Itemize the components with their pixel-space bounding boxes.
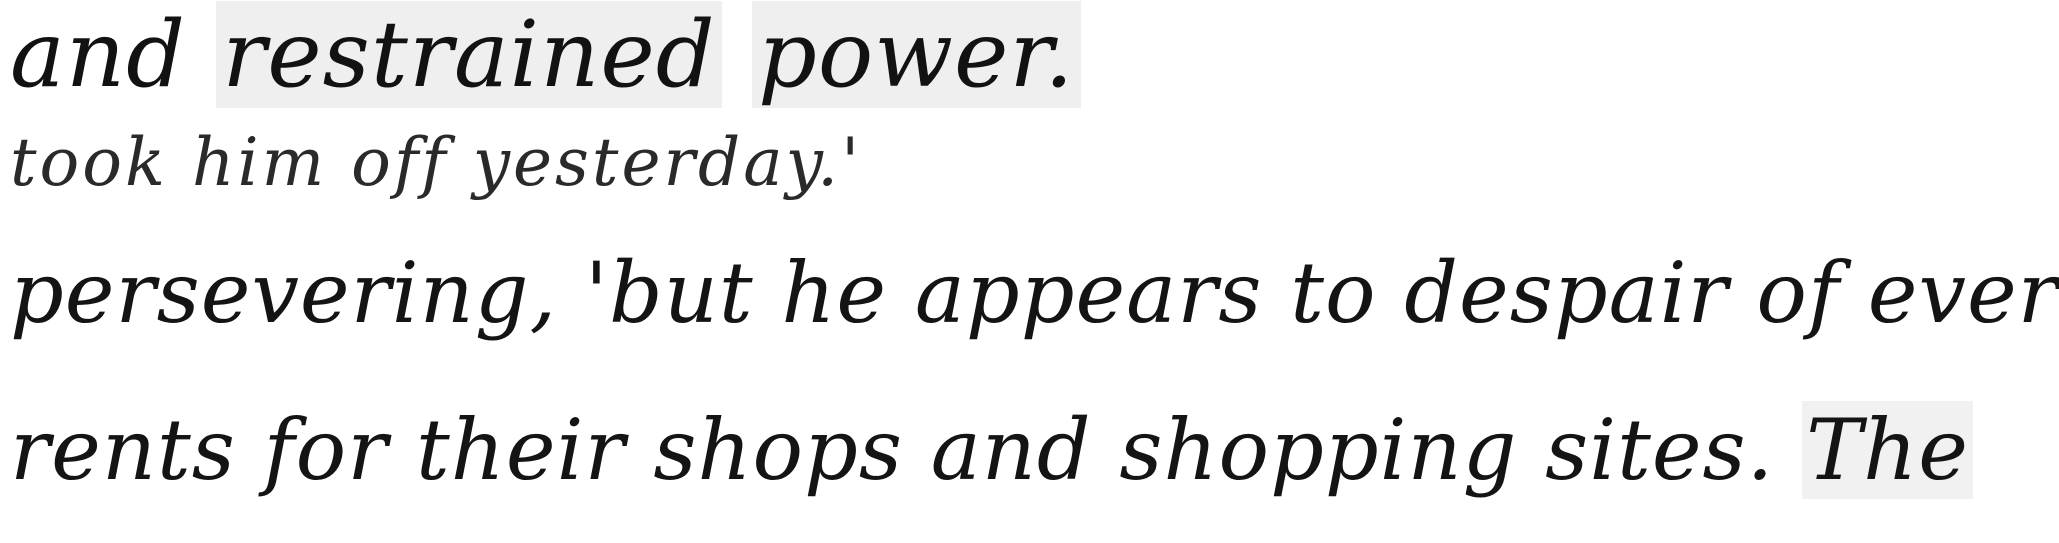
word-power: power. [752,1,1081,108]
word-the: The [1802,401,1973,499]
handwritten-line-2: took him off yesterday.' [10,124,863,201]
word-restrained: restrained [216,1,721,108]
handwritten-line-3: persevering, 'but he appears to despair of ever [10,244,2059,342]
word-and: and [10,1,186,108]
handwritten-line-1 [10,0,1081,110]
handwritten-line-4 [10,390,1973,510]
line-4-main-text: rents for their shops and shopping sites. [10,401,1775,499]
